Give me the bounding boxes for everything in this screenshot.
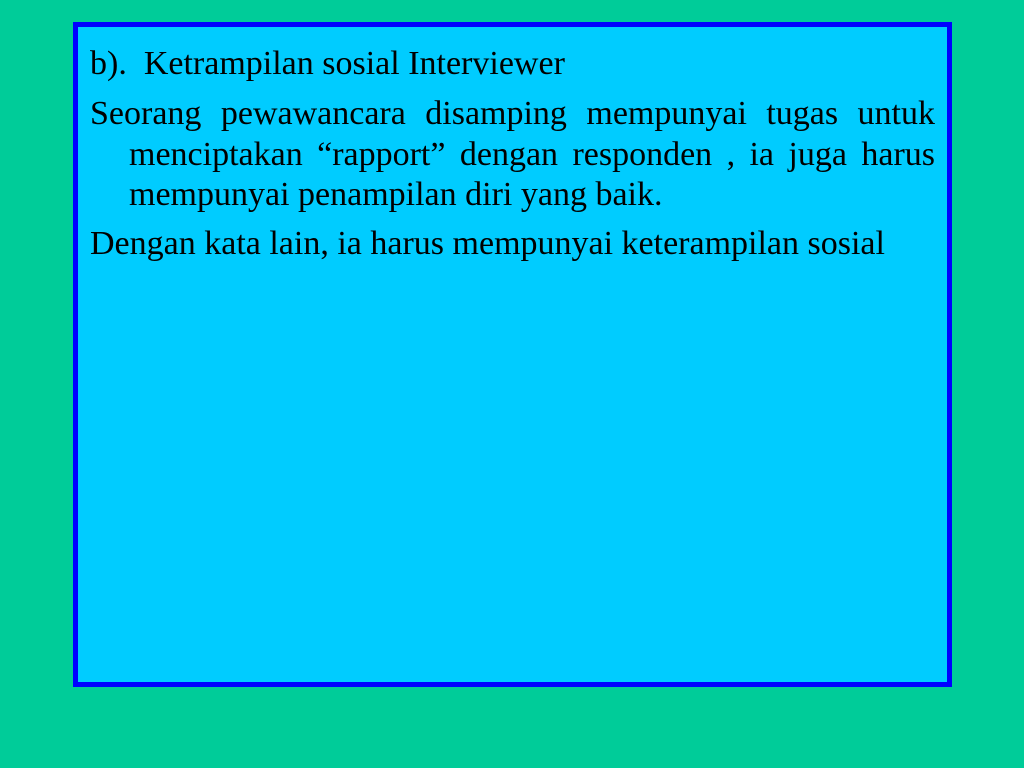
paragraph-social-skills: Dengan kata lain, ia harus mempunyai keterampilan sosial xyxy=(90,224,885,262)
slide-heading: b). Ketrampilan sosial Interviewer xyxy=(90,45,565,82)
paragraph-rapport: Seorang pewawancara disamping mempunyai tugas untuk menciptakan “rapport” dengan responden , ia juga harus mempunyai penampilan diri yang baik. xyxy=(90,95,935,213)
content-text-box xyxy=(73,22,952,687)
